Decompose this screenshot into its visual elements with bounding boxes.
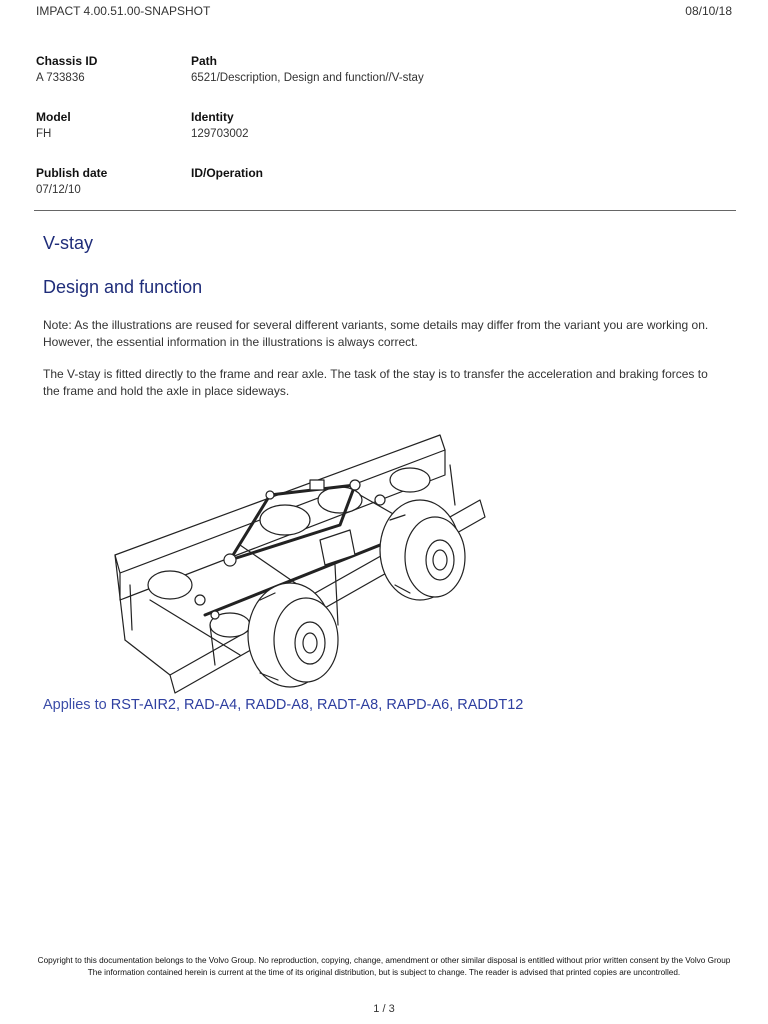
page-number: 1 / 3 bbox=[373, 1003, 395, 1015]
variant-item[interactable]: RST-AIR2 bbox=[110, 697, 176, 713]
chassis-id-value: A 733836 bbox=[36, 72, 85, 84]
model-label: Model bbox=[36, 110, 71, 124]
legal-footer bbox=[28, 955, 740, 979]
identity-value: 129703002 bbox=[191, 128, 249, 140]
id-operation-label: ID/Operation bbox=[191, 166, 264, 180]
copyright-notice: Copyright to this documentation belongs to the Volvo Group. No reproduction, copying, change, amendment or other similar disposal is entitled without prior written consent by the Volvo Group bbox=[37, 956, 731, 965]
variant-item[interactable]: RADD-A8 bbox=[245, 697, 309, 713]
variant-item[interactable]: RAPD-A6 bbox=[386, 697, 450, 713]
variant-item[interactable]: RADDT12 bbox=[457, 697, 524, 713]
section-title: Design and function bbox=[43, 277, 203, 297]
note-paragraph: Note: As the illustrations are reused for several different variants, some details may differ from the variant you are working on. However, the essential information in the illustrations is always correct. bbox=[43, 318, 709, 349]
information-notice: The information contained herein is current at the time of its original distribution, but is subject to change. The reader is advised that printed copies are uncontrolled. bbox=[87, 968, 681, 977]
model-value: FH bbox=[36, 128, 52, 140]
header-divider bbox=[34, 210, 736, 211]
variant-item[interactable]: RADT-A8 bbox=[317, 697, 379, 713]
variant-item[interactable]: RAD-A4 bbox=[184, 697, 238, 713]
path-value: 6521/Description, Design and function//V-stay bbox=[191, 72, 424, 84]
publish-date-value: 07/12/10 bbox=[36, 184, 81, 196]
page-title: V-stay bbox=[43, 233, 94, 253]
applies-to-line: Applies to RST-AIR2, RAD-A4, RADD-A8, RADT-A8, RAPD-A6, RADDT12 bbox=[43, 697, 524, 713]
path-label: Path bbox=[191, 54, 218, 68]
applies-to-label: Applies to bbox=[43, 697, 107, 713]
description-paragraph: The V-stay is fitted directly to the frame and rear axle. The task of the stay is to transfer the acceleration and braking forces to the frame and hold the axle in place sideways. bbox=[43, 367, 708, 398]
publish-date-label: Publish date bbox=[36, 166, 108, 180]
document-metadata bbox=[36, 54, 736, 222]
chassis-id-label: Chassis ID bbox=[36, 54, 98, 68]
print-date: 08/10/18 bbox=[685, 4, 732, 18]
identity-label: Identity bbox=[191, 110, 234, 124]
app-version: IMPACT 4.00.51.00-SNAPSHOT bbox=[36, 4, 211, 18]
v-stay-axle-illustration-icon bbox=[110, 425, 490, 695]
